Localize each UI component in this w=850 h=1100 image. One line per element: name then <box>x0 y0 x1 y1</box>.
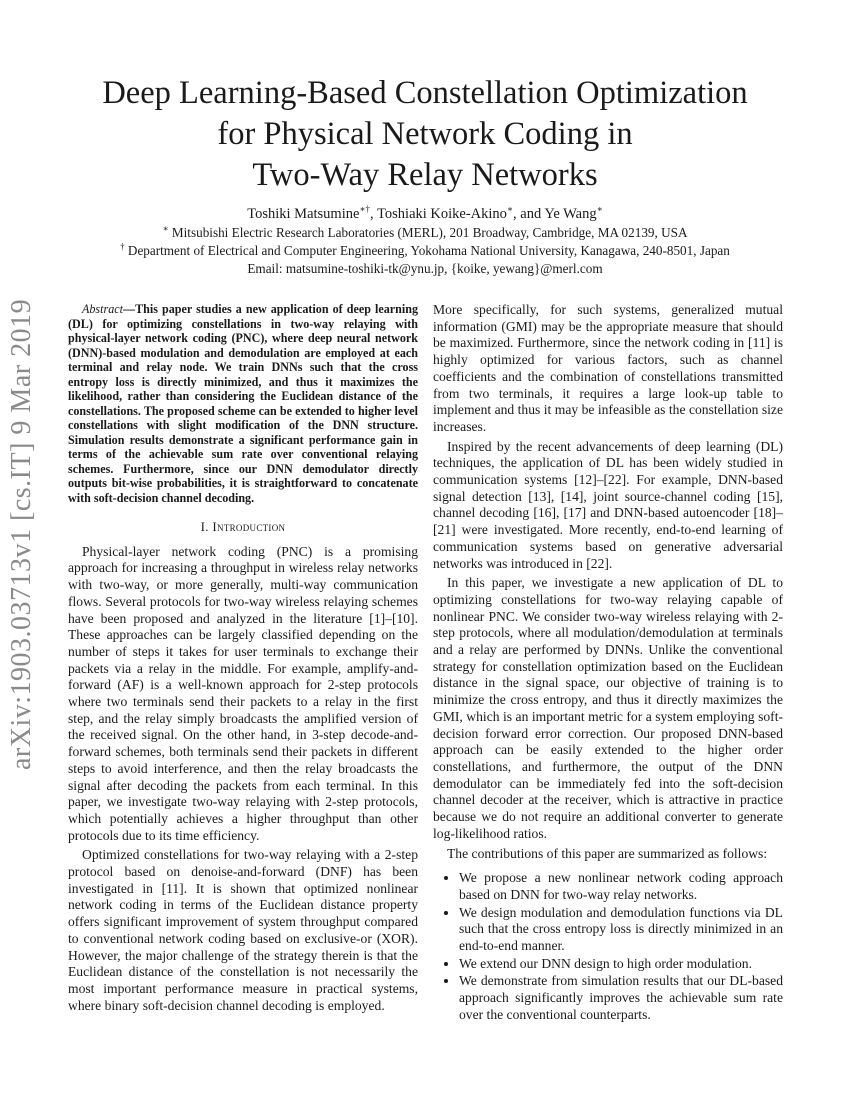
section-title: Introduction <box>212 519 286 534</box>
author-name: Ye Wang <box>544 206 597 222</box>
author-separator: , <box>370 206 378 222</box>
author-separator: , and <box>513 206 545 222</box>
list-item: • We demonstrate from simulation results that our DL-based approach significantly improves the achievable sum rate over the conventional counterparts. <box>459 973 783 1023</box>
left-column <box>68 302 418 1014</box>
affiliation-mark: † <box>120 241 125 252</box>
body-paragraph: Optimized constellations for two-way relaying with a 2-step protocol based on denoise-and-forward (DNF) has been investigated in [11]. It is shown that optimized nonlinear network coding in terms of the Euclidean distance property offers significant improvement of system throughput compared to conventional network coding based on exclusive-or (XOR). However, the major challenge of the strategy therein is that the Euclidean distance of the constellation is not necessarily the most important performance measure in practical systems, where binary soft-decision channel decoding is employed. <box>68 847 418 1013</box>
contribution-list <box>433 870 783 1023</box>
author-mark: ∗ <box>506 204 514 215</box>
section-heading <box>68 519 418 536</box>
abstract-label: Abstract <box>82 302 123 316</box>
abstract-text: —This paper studies a new application of deep learning (DL) for optimizing constellations in two-way relaying with physical-layer network coding (PNC), where deep neural network (DNN)-based modulation and demodulation are employed at each terminal and relay node. We train DNNs such that the cross entropy loss is directly minimized, and thus it maximizes the likelihood, rather than considering the Euclidean distance of the constellations. The proposed scheme can be extended to higher level constellations with slight modification of the DNN structure. Simulation results demonstrate a significant performance gain in terms of the achievable sum rate over conventional relaying schemes. Furthermore, since our DNN demodulator directly outputs bit-wise probabilities, it is straightforward to concatenate with soft-decision channel decoding. <box>68 302 418 505</box>
affiliation-text: Department of Electrical and Computer Engineering, Yokohama National University, Kanagawa, 240-8501, Japan <box>124 243 730 258</box>
title-line: Deep Learning-Based Constellation Optimization <box>102 75 748 111</box>
list-item: • We design modulation and demodulation functions via DL such that the cross entropy loss is directly minimized in an end-to-end manner. <box>459 905 783 955</box>
title-line: for Physical Network Coding in <box>217 116 633 152</box>
body-paragraph: The contributions of this paper are summarized as follows: <box>447 845 768 861</box>
list-item: • We extend our DNN design to high order modulation. <box>459 956 783 973</box>
body-paragraph: Inspired by the recent advancements of deep learning (DL) techniques, the application of DL has been widely studied in communication systems [12]–[22]. For example, DNN-based signal detection [13], [14], joint source-channel coding [15], channel decoding [16], [17] and DNN-based autoencoder [18]–[21] were investigated. More recently, end-to-end learning of communication systems based on generative adversarial networks was introduced in [22]. <box>433 438 783 571</box>
abstract <box>68 302 418 505</box>
author-list <box>60 206 790 223</box>
right-column <box>433 302 783 1025</box>
author-name: Toshiki Matsumine <box>247 206 360 222</box>
affiliation-merl <box>60 225 790 241</box>
paper-title <box>60 73 790 196</box>
body-paragraph: Physical-layer network coding (PNC) is a promising approach for increasing a throughput in wireless relay networks with two-way, or more generally, multi-way communication flows. Several protocols for two-way wireless relaying schemes have been proposed and analyzed in the literature [1]–[10]. These approaches can be largely classified depending on the number of steps it takes for user terminals to exchange their packets via a relay in the middle. For example, amplify-and-forward (AF) is a well-known approach for 2-step protocols where two terminals send their packets to a relay in the first step, and the relay simply broadcasts the amplified version of the received signal. On the other hand, in 3-step decode-and-forward schemes, both terminals send their packets in different steps to avoid interference, and then the relay broadcasts the signal after decoding the packets from each terminal. In this paper, we investigate two-way relaying with 2-step protocols, which potentially achieves a higher throughput than other protocols due to its time efficiency. <box>68 543 418 843</box>
author-email: Email: matsumine-toshiki-tk@ynu.jp, {koike, yewang}@merl.com <box>247 261 603 276</box>
arxiv-side-stamp: arXiv:1903.03713v1 [cs.IT] 9 Mar 2019 <box>6 298 37 770</box>
author-mark: ∗ <box>596 204 603 215</box>
list-item: • We propose a new nonlinear network coding approach based on DNN for two-way relay networks. <box>459 870 783 903</box>
author-mark: ∗† <box>359 204 371 215</box>
title-line: Two-Way Relay Networks <box>252 157 598 193</box>
affiliation-mark: ∗ <box>162 223 169 234</box>
section-number: I. <box>200 519 213 534</box>
body-paragraph: In this paper, we investigate a new application of DL to optimizing constellations for two-way relaying capable of nonlinear PNC. We consider two-way wireless relaying with 2-step protocols, where all modulation/demodulation at terminals and a relay are performed by DNNs. Unlike the conventional strategy for constellation optimization based on the Euclidean distance in the signal space, our objective of training is to minimize the cross entropy, and thus it directly maximizes the GMI, which is an important metric for a system employing soft-decision forward error correction. Our proposed DNN-based approach can be easily extended to the higher order constellations, and furthermore, the output of the DNN demodulator can be immediately fed into the soft-decision channel decoder at the receiver, which is attractive in practice because we do not require an additional converter to generate log-likelihood ratios. <box>433 575 783 841</box>
affiliation-ynu <box>60 243 790 259</box>
author-name: Toshiaki Koike-Akino <box>377 206 507 222</box>
affiliation-text: Mitsubishi Electric Research Laboratories (MERL), 201 Broadway, Cambridge, MA 02139, USA <box>168 225 688 240</box>
body-paragraph-continued: More specifically, for such systems, generalized mutual information (GMI) may be the appropriate measure that should be maximized. Furthermore, since the network coding in [11] is highly optimized for various factors, such as channel coefficients and the combination of constellations transmitted from two terminals, it requires a large look-up table to implement and thus it may be infeasible as the constellation size increases. <box>433 302 783 434</box>
